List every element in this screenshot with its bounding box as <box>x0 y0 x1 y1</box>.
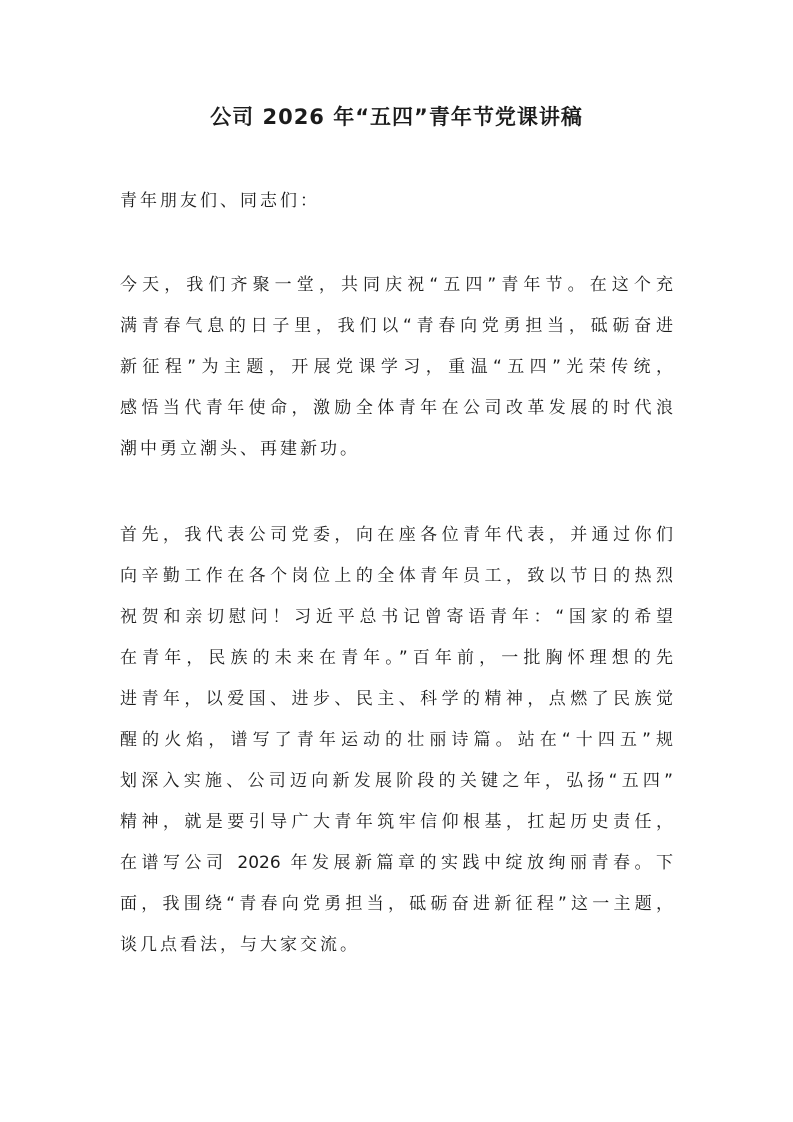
paragraph-line: 在青年，民族的未来在青年。”百年前，一批胸怀理想的先 <box>120 648 673 668</box>
paragraph-line: 今天，我们齐聚一堂，共同庆祝“五四”青年节。在这个充 <box>120 275 673 295</box>
paragraph-2 <box>120 515 673 966</box>
paragraph-1 <box>120 265 673 470</box>
paragraph-line: 祝贺和亲切慰问！习近平总书记曾寄语青年：“国家的希望 <box>120 607 673 627</box>
paragraph-line: 首先，我代表公司党委，向在座各位青年代表，并通过你们 <box>120 525 673 545</box>
paragraph-line: 潮中勇立潮头、再建新功。 <box>120 439 360 459</box>
paragraph-line: 醒的火焰，谱写了青年运动的壮丽诗篇。站在“十四五”规 <box>120 730 673 750</box>
paragraph-line: 进青年，以爱国、进步、民主、科学的精神，点燃了民族觉 <box>120 689 673 709</box>
paragraph-line: 在谱写公司 2026 年发展新篇章的实践中绽放绚丽青春。下 <box>120 853 673 873</box>
paragraph-line: 向辛勤工作在各个岗位上的全体青年员工，致以节日的热烈 <box>120 566 673 586</box>
paragraph-line: 新征程”为主题，开展党课学习，重温“五四”光荣传统， <box>120 357 673 377</box>
paragraph-line: 谈几点看法，与大家交流。 <box>120 935 360 955</box>
document-title: 公司 2026 年“五四”青年节党课讲稿 <box>210 105 583 129</box>
paragraph-line: 精神，就是要引导广大青年筑牢信仰根基，扛起历史责任， <box>120 812 673 832</box>
greeting: 青年朋友们、同志们： <box>120 191 320 211</box>
paragraph-line: 划深入实施、公司迈向新发展阶段的关键之年，弘扬“五四” <box>120 771 673 791</box>
paragraph-line: 感悟当代青年使命，激励全体青年在公司改革发展的时代浪 <box>120 398 673 418</box>
paragraph-line: 面，我围绕“青春向党勇担当，砥砺奋进新征程”这一主题， <box>120 894 673 914</box>
paragraph-line: 满青春气息的日子里，我们以“青春向党勇担当，砥砺奋进 <box>120 316 673 336</box>
